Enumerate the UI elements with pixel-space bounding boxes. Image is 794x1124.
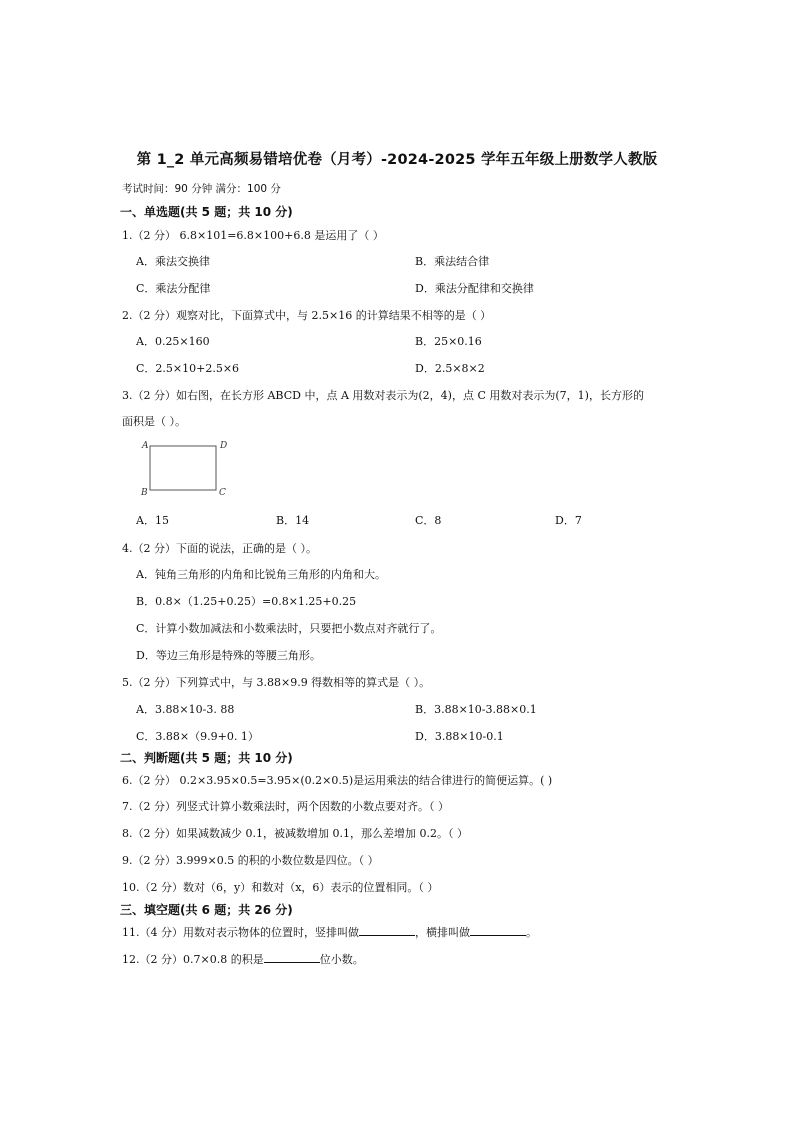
question-3-option-a: A．15: [136, 514, 169, 527]
question-5-option-d: D．3.88×10-0.1: [415, 730, 504, 743]
exam-info: 考试时间：90 分钟 满分：100 分: [122, 183, 281, 195]
question-4-option-c: C．计算小数加减法和小数乘法时，只要把小数点对齐就行了。: [136, 622, 442, 635]
question-12-text-part1: 12.（2 分）0.7×0.8 的积是: [122, 953, 264, 966]
answer-blank[interactable]: [359, 925, 415, 936]
question-11-text-part3: 。: [526, 926, 537, 939]
question-5-option-a: A．3.88×10-3. 88: [136, 703, 235, 716]
question-12-text-part2: 位小数。: [319, 953, 364, 966]
question-2-option-d: D．2.5×8×2: [415, 362, 485, 375]
question-11-stem: [122, 924, 537, 940]
question-1-option-b: B．乘法结合律: [415, 255, 490, 268]
answer-blank[interactable]: [264, 952, 320, 963]
question-11-text-part1: 11.（4 分）用数对表示物体的位置时，竖排叫做: [122, 926, 359, 939]
question-7-stem: 7.（2 分）列竖式计算小数乘法时，两个因数的小数点要对齐。（ ）: [122, 800, 449, 813]
question-12-stem: [122, 951, 364, 967]
question-8-stem: 8.（2 分）如果减数减少 0.1，被减数增加 0.1，那么差增加 0.2。（ ）: [122, 827, 468, 840]
section-heading-true-false: 二、判断题(共 5 题；共 10 分): [120, 751, 293, 765]
vertex-label-a: A: [142, 441, 149, 451]
question-1-option-c: C．乘法分配律: [136, 282, 211, 295]
rectangle-abcd-figure: [138, 436, 238, 498]
question-4-option-b: B．0.8×（1.25+0.25）=0.8×1.25+0.25: [136, 595, 357, 608]
section-heading-fill-in: 三、填空题(共 6 题；共 26 分): [120, 903, 293, 917]
question-2-option-b: B．25×0.16: [415, 335, 482, 348]
question-1-stem: 1.（2 分） 6.8×101=6.8×100+6.8 是运用了（ ）: [122, 229, 384, 242]
question-3-stem-line1: 3.（2 分）如右图，在长方形 ABCD 中，点 A 用数对表示为(2，4)，点 C 用数对表示为(7，1)，长方形的: [122, 389, 644, 402]
page-title: 第 1_2 单元高频易错培优卷（月考）-2024-2025 学年五年级上册数学人教版: [136, 152, 658, 168]
question-3-stem-line2: 面积是（ ）。: [122, 415, 186, 428]
question-10-stem: 10.（2 分）数对（6，y）和数对（x，6）表示的位置相同。（ ）: [122, 881, 439, 894]
vertex-label-b: B: [141, 488, 148, 498]
question-5-option-b: B．3.88×10-3.88×0.1: [415, 703, 537, 716]
question-5-option-c: C．3.88×（9.9+0. 1）: [136, 730, 259, 743]
question-9-stem: 9.（2 分）3.999×0.5 的积的小数位数是四位。（ ）: [122, 854, 379, 867]
question-2-option-c: C．2.5×10+2.5×6: [136, 362, 240, 375]
question-5-stem: 5.（2 分）下列算式中，与 3.88×9.9 得数相等的算式是（ ）。: [122, 676, 431, 689]
question-3-option-d: D．7: [555, 514, 582, 527]
question-3-option-c: C．8: [415, 514, 442, 527]
question-1-option-d: D．乘法分配律和交换律: [415, 282, 534, 295]
question-11-text-part2: ，横排叫做: [415, 926, 470, 939]
vertex-label-d: D: [220, 441, 228, 451]
vertex-label-c: C: [219, 488, 226, 498]
section-heading-single-choice: 一、单选题(共 5 题；共 10 分): [120, 205, 293, 219]
question-6-stem: 6.（2 分） 0.2×3.95×0.5=3.95×(0.2×0.5)是运用乘法的结合律进行的简便运算。( ): [122, 774, 553, 787]
question-4-stem: 4.（2 分）下面的说法，正确的是（ ）。: [122, 542, 317, 555]
question-4-option-d: D．等边三角形是特殊的等腰三角形。: [136, 649, 321, 662]
question-2-stem: 2.（2 分）观察对比，下面算式中，与 2.5×16 的计算结果不相等的是（ ）: [122, 309, 492, 322]
answer-blank[interactable]: [470, 925, 526, 936]
question-3-option-b: B．14: [276, 514, 310, 527]
question-4-option-a: A．钝角三角形的内角和比锐角三角形的内角和大。: [136, 568, 386, 581]
question-1-option-a: A．乘法交换律: [136, 255, 210, 268]
question-2-option-a: A．0.25×160: [136, 335, 210, 348]
